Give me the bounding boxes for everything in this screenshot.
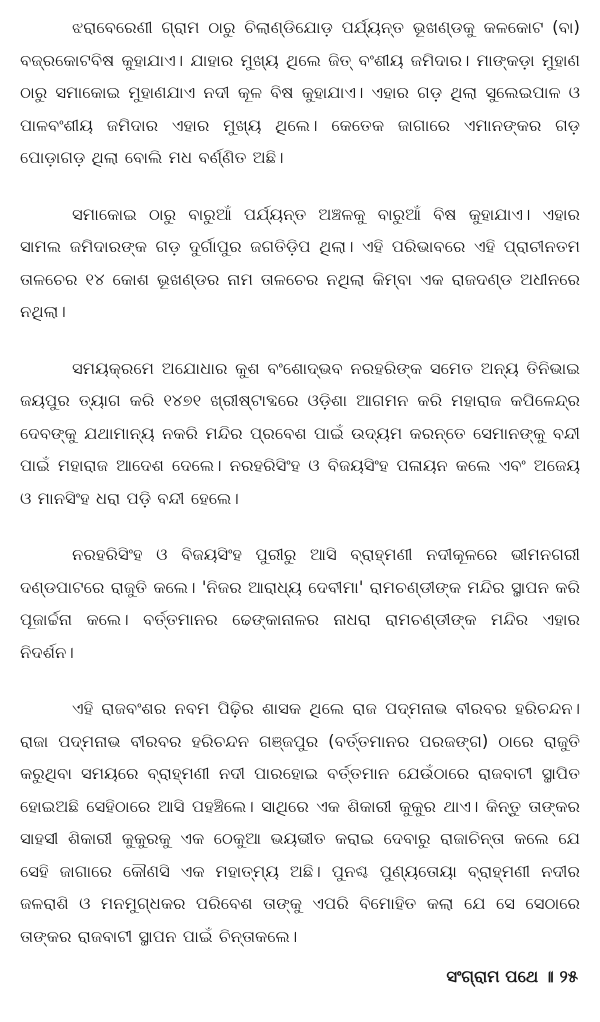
paragraph-3: ସମୟକ୍ରମେ ଅଯୋଧାର କୁଶ ବଂଶୋଦ୍ଭବ ନରହରିଙ୍କ ସମେତ ଅନ୍ୟ ତିନିଭାଇ ଜୟପୁର ତ୍ୟାଗ କରି ୧୪୭୧ ଖ୍ରୀଷ୍ଟାବ୍ଦରେ ଓଡ଼ିଶା ଆଗମନ କରି ମହାରାଜ କପିଳେନ୍ଦ୍ର ଦେବଙ୍କୁ ଯଥାମାନ୍ୟ ନକରି ମନ୍ଦିର ପ୍ରବେଶ ପାଇଁ ଉଦ୍ୟମ କରନ୍ତେ ସେମାନଙ୍କୁ ବନ୍ଦୀ ପାଇଁ ମହାରାଜ ଆଦେଶ ଦେଲେ। ନରହରିସିଂହ ଓ ବିଜୟସିଂହ ପଳାୟନ କଲେ ଏବଂ ଅଜେୟ ଓ ମାନସିଂହ ଧରା ପଡ଼ି ବନ୍ଦୀ ହେଲେ। — [20, 358, 580, 508]
paragraph-1: ଝରାବେରେଣୀ ଗ୍ରାମ ଠାରୁ ଚିଲାଣ୍ଡିଯୋଡ଼ ପର୍ଯ୍ୟନ୍ତ ଭୂଖଣ୍ଡକୁ କଳକୋଟ (ବା) ବଜ୍ରକୋଟବିଷ କୁହାଯାଏ। ଯାହାର ମୁଖ୍ୟ ଥିଲେ ଜିତ୍ ବଂଶୀୟ ଜମିଦାର। ମାଙ୍କଡ଼ା ମୁହାଣ ଠାରୁ ସମାକୋଇ ମୁହାଣଯାଏ ନଦୀ କୂଳ ବିଷ କୁହାଯାଏ। ଏହାର ଗଡ଼ ଥିଲା ସୁଲେଇପାଳ ଓ ପାଳବଂଶୀୟ ଜମିଦାର ଏହାର ମୁଖ୍ୟ ଥିଲେ। କେତେକ ଜାଗାରେ ଏମାନଙ୍କର ଗଡ଼ ପୋଡ଼ାଗଡ଼ ଥିଲା ବୋଲି ମଧ ବର୍ଣ୍ଣିତ ଅଛି। — [20, 18, 580, 167]
page-footer-book-title-and-page-number: ସଂଗ୍ରାମ ପଥେ ॥ ୨୫ — [446, 967, 578, 986]
paragraph-2: ସମାକୋଇ ଠାରୁ ବାରୁଆଁ ପର୍ଯ୍ୟନ୍ତ ଅଞ୍ଚଳକୁ ବାରୁଆଁ ବିଷ କୁହାଯାଏ। ଏହାର ସାମଲ ଜମିଦାରଙ୍କ ଗଡ଼ ଦୁର୍ଗାପୁର ଜଗତିଡ଼ିପ ଥିଲା। ଏହି ପରିଭାବରେ ଏହି ପ୍ରାଚୀନତମ ତାଳଚେର ୧୪ କୋଶ ଭୂଖଣ୍ଡର ନାମ ତାଳଚେର ନଥିଲା କିମ୍ବା ଏକ ରାଜଦଣ୍ଡ ଅଧୀନରେ ନଥିଲା। — [20, 204, 580, 321]
paragraph-4: ନରହରିସିଂହ ଓ ବିଜୟସିଂହ ପୁରୀରୁ ଆସି ବ୍ରାହ୍ମଣୀ ନଦୀକୂଳରେ ଭୀମନଗରୀ ଦଣ୍ଡପାଟରେ ରାଜୁତି କଲେ। 'ନିଜର ଆରାଧ୍ୟ ଦେବୀମା' ରାମଚଣ୍ଡୀଙ୍କ ମନ୍ଦିର ସ୍ଥାପନ କରି ପୂଜାର୍ଚ୍ଚନା କଲେ। ବର୍ତ୍ତମାନର ଢେଙ୍କାନାଳର ନାଧରା ରାମଚଣ୍ଡୀଙ୍କ ମନ୍ଦିର ଏହାର ନିଦର୍ଶନ। — [20, 545, 580, 662]
paragraph-5: ଏହି ରାଜବଂଶର ନବମ ପିଢ଼ିର ଶାସକ ଥିଲେ ରାଜ ପଦ୍ମନାଭ ବୀରବର ହରିଚନ୍ଦନ। ରାଜା ପଦ୍ମନାଭ ବୀରବର ହରିଚନ୍ଦନ ଗଞ୍ଜପୁର (ବର୍ତ୍ତମାନର ପରଜଙ୍ଗ) ଠାରେ ରାଜୁତି କରୁଥିବା ସମୟରେ ବ୍ରାହ୍ମଣୀ ନଦୀ ପାରହୋଇ ବର୍ତ୍ତମାନ ଯେଉଁଠାରେ ରାଜବାଟୀ ସ୍ଥାପିତ ହୋଇଅଛି ସେହିଠାରେ ଆସି ପହଞ୍ଚିଲେ। ସାଥିରେ ଏକ ଶିକାରୀ କୁକୁର ଥାଏ। କିନ୍ତୁ ତାଙ୍କର ସାହସୀ ଶିକାରୀ କୁକୁରକୁ ଏକ ଠେକୁଆ ଭୟଭୀତ କରାଇ ଦେବାରୁ ରାଜାଚିନ୍ତା କଲେ ଯେ ସେହି ଜାଗାରେ କୌଣସି ଏକ ମହାତ୍ମ୍ୟ ଅଛି। ପୁନଶ୍ଚ ପୁଣ୍ୟତୋୟା ବ୍ରାହ୍ମଣୀ ନଦୀର ଜଳରାଶି ଓ ମନମୁଗ୍ଧକର ପରିବେଶ ତାଙ୍କୁ ଏପରି ବିମୋହିତ କଲା ଯେ ସେ ସେଠାରେ ତାଙ୍କର ରାଜବାଟୀ ସ୍ଥାପନ ପାଇଁ ଚିନ୍ତାକଲେ। — [20, 699, 580, 946]
